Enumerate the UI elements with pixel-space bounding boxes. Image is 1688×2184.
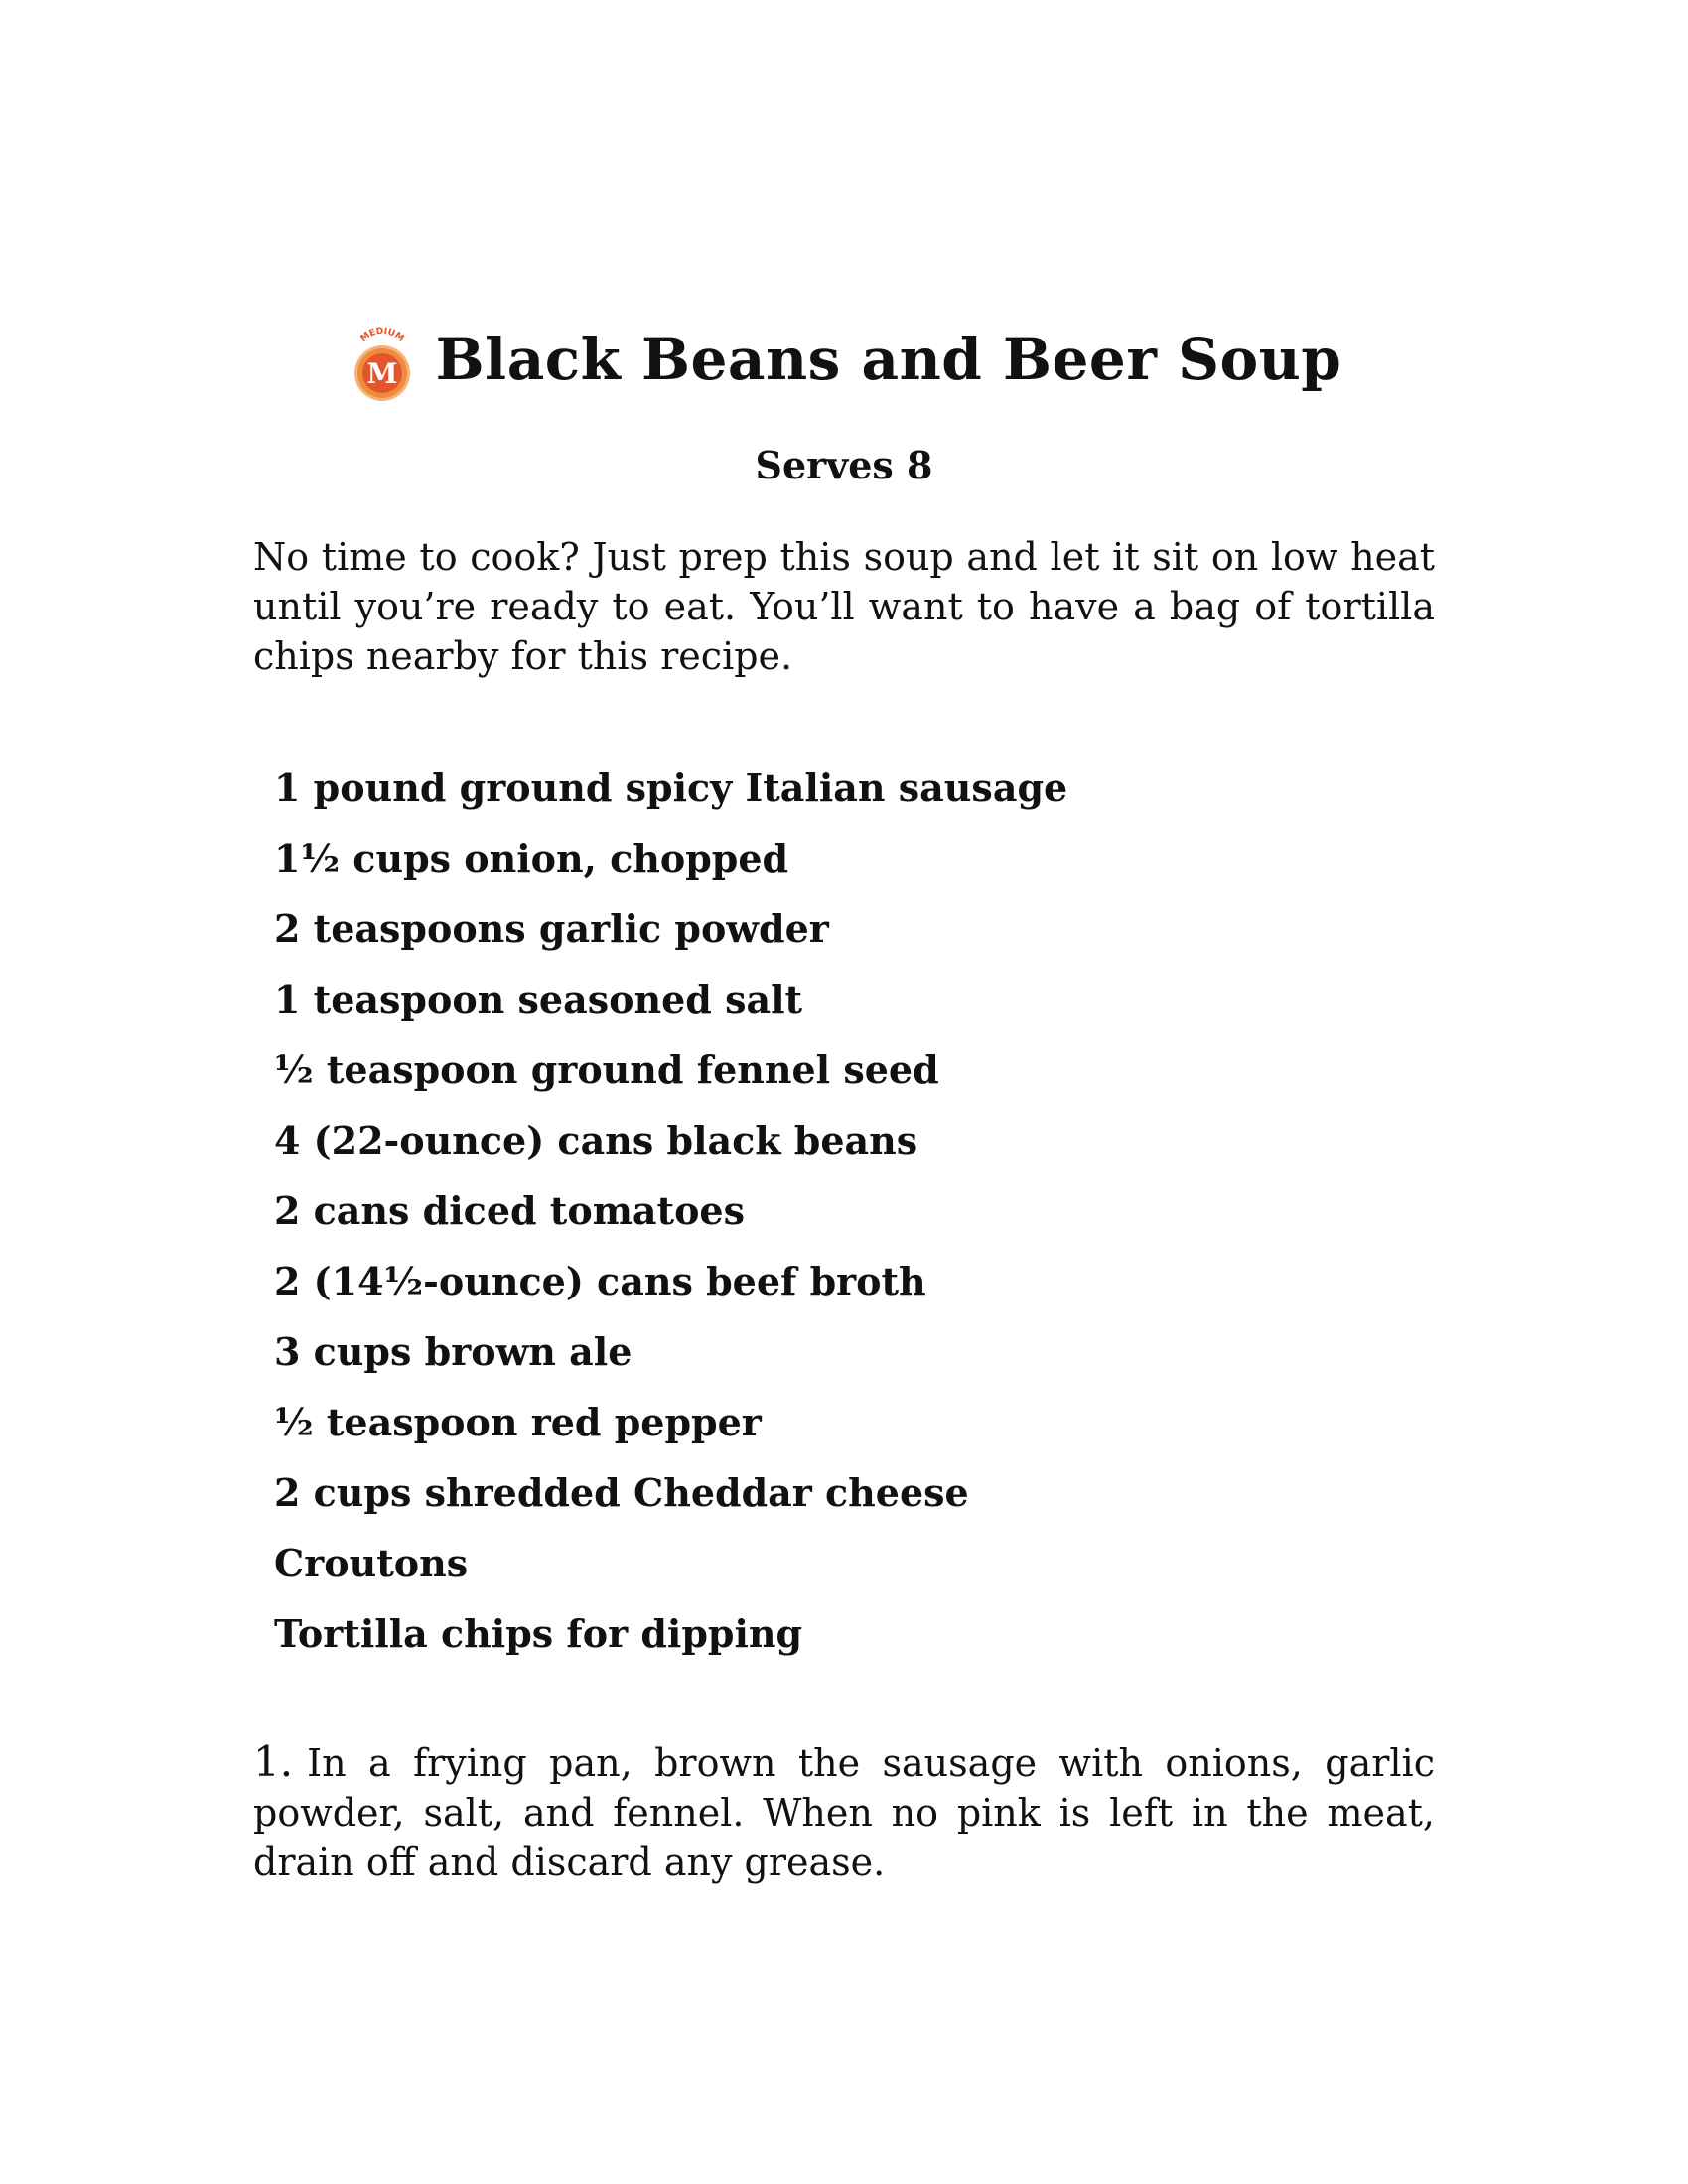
- badge-arc-text: MEDIUM: [358, 326, 406, 344]
- recipe-intro: No time to cook? Just prep this soup and let it sit on low heat until you’re ready to eat. You’ll want to have a bag of tortilla chips nearby for this recipe.: [253, 535, 1435, 678]
- ingredient-item: 2 cups shredded Cheddar cheese: [274, 1470, 969, 1515]
- instruction-step: [253, 1737, 1435, 1887]
- ingredient-item: Croutons: [274, 1541, 469, 1585]
- step-number: 1.: [253, 1737, 294, 1786]
- serves-label: Serves 8: [755, 443, 933, 487]
- ingredient-item: 1½ cups onion, chopped: [274, 836, 789, 881]
- step-text: In a frying pan, brown the sausage with onions, garlic powder, salt, and fennel. When no pink is left in the meat, drain off and discard any grease.: [253, 1741, 1435, 1884]
- ingredient-item: ½ teaspoon red pepper: [274, 1400, 762, 1444]
- ingredient-item: ½ teaspoon ground fennel seed: [274, 1047, 939, 1092]
- badge-letter: M: [366, 357, 398, 390]
- ingredient-list: [274, 758, 1067, 1675]
- ingredient-item: 2 (14½-ounce) cans beef broth: [274, 1259, 926, 1303]
- svg-text:MEDIUM: [358, 327, 405, 343]
- ingredient-item: 1 teaspoon seasoned salt: [274, 977, 803, 1022]
- ingredient-item: Tortilla chips for dipping: [274, 1611, 803, 1656]
- ingredient-item: 3 cups brown ale: [274, 1329, 633, 1374]
- ingredient-item: 2 teaspoons garlic powder: [274, 906, 829, 951]
- recipe-title: Black Beans and Beer Soup: [435, 326, 1342, 393]
- title-row: [0, 316, 1688, 403]
- ingredient-item: 2 cans diced tomatoes: [274, 1188, 745, 1233]
- medium-heat-badge-icon: [347, 324, 418, 403]
- ingredient-item: 1 pound ground spicy Italian sausage: [274, 765, 1068, 810]
- ingredient-item: 4 (22-ounce) cans black beans: [274, 1118, 918, 1162]
